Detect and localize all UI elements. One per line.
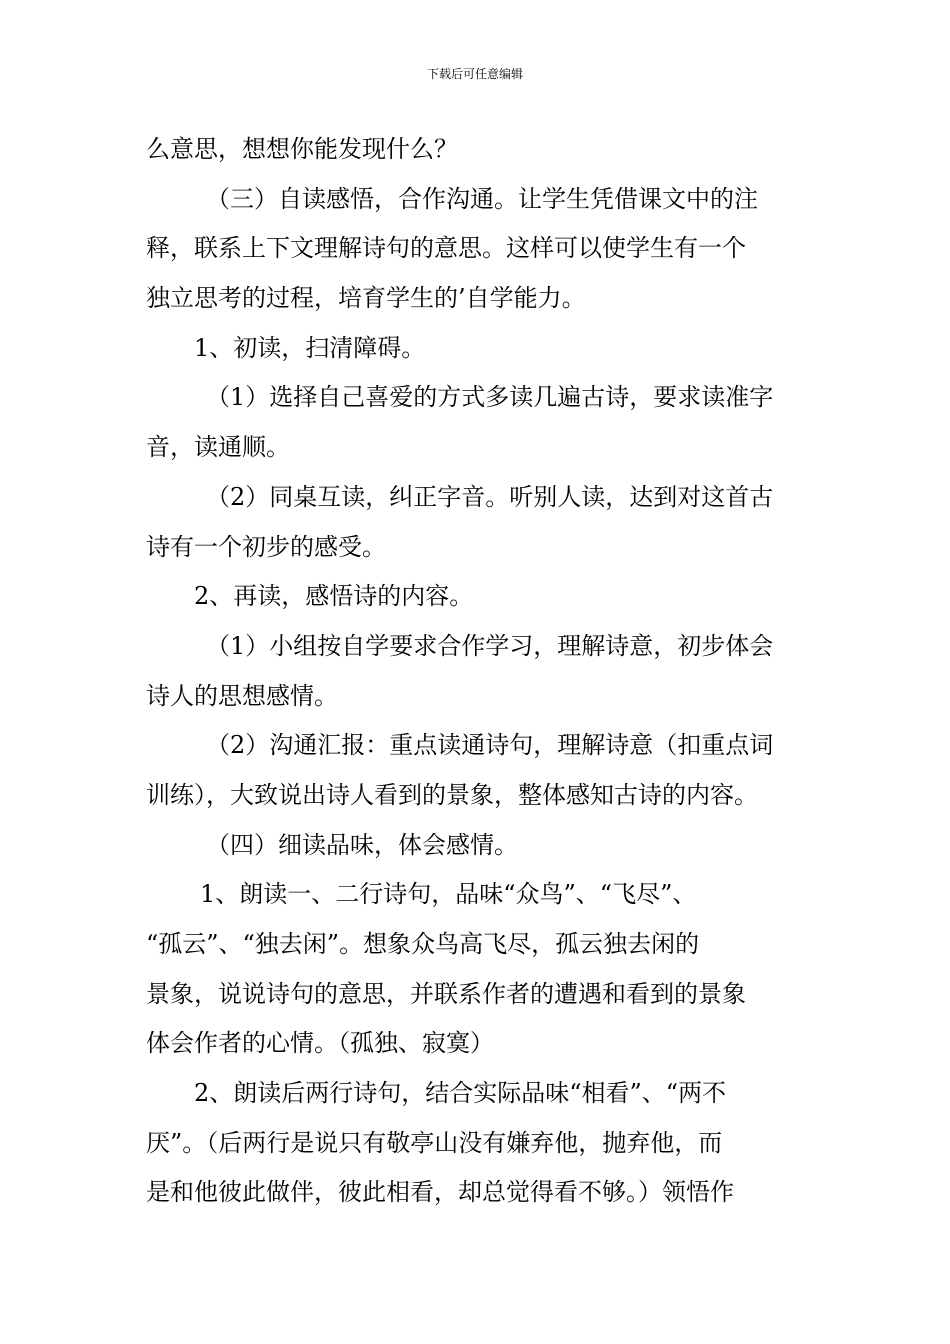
text-line: （1）小组按自学要求合作学习，理解诗意，初步体会 [206, 631, 774, 660]
text-line: 释，联系上下文理解诗句的意思。这样可以使学生有一个 [146, 234, 746, 263]
text-line: 1、朗读一、二行诗句，品味“众鸟”、“飞尽”、 [200, 880, 697, 909]
text-line: 厌”。（后两行是说只有敬亭山没有嫌弃他，抛弃他，而 [146, 1128, 723, 1157]
step-heading: 1、初读，扫清障碍。 [194, 333, 426, 362]
text-line: （2）同桌互读，纠正字音。听别人读，达到对这首古 [206, 482, 774, 511]
text-line: 体会作者的心情。（孤独、寂寞） [146, 1029, 494, 1058]
page-header: 下载后可任意编辑 [426, 67, 523, 81]
text-line: （1）选择自己喜爱的方式多读几遍古诗，要求读准字 [206, 383, 774, 412]
text-line: 独立思考的过程，培育学生的’自学能力。 [146, 284, 586, 313]
text-line: 诗有一个初步的感受。 [146, 532, 386, 561]
text-line: （2）沟通汇报：重点读通诗句，理解诗意（扣重点词 [206, 731, 774, 760]
document-body [146, 125, 810, 1218]
text-line: 景象，说说诗句的意思，并联系作者的遭遇和看到的景象 [146, 979, 746, 1008]
text-line: 么意思，想想你能发现什么？ [146, 135, 458, 163]
section-heading: （四）细读品味，体会感情。 [206, 830, 518, 859]
step-heading: 2、再读，感悟诗的内容。 [194, 582, 474, 611]
text-line: 音，读通顺。 [146, 433, 290, 462]
text-line: 训练），大致说出诗人看到的景象，整体感知古诗的内容。 [146, 780, 758, 809]
text-line: “孤云”、“独去闲”。想象众鸟高飞尽，孤云独去闲的 [146, 930, 700, 958]
text-line: 2、朗读后两行诗句，结合实际品味“相看”、“两不 [194, 1079, 727, 1108]
section-heading: （三）自读感悟，合作沟通。让学生凭借课文中的注 [206, 184, 758, 213]
text-line: 是和他彼此做伴，彼此相看，却总觉得看不够。）领悟作 [146, 1178, 734, 1207]
text-line: 诗人的思想感情。 [146, 681, 338, 710]
